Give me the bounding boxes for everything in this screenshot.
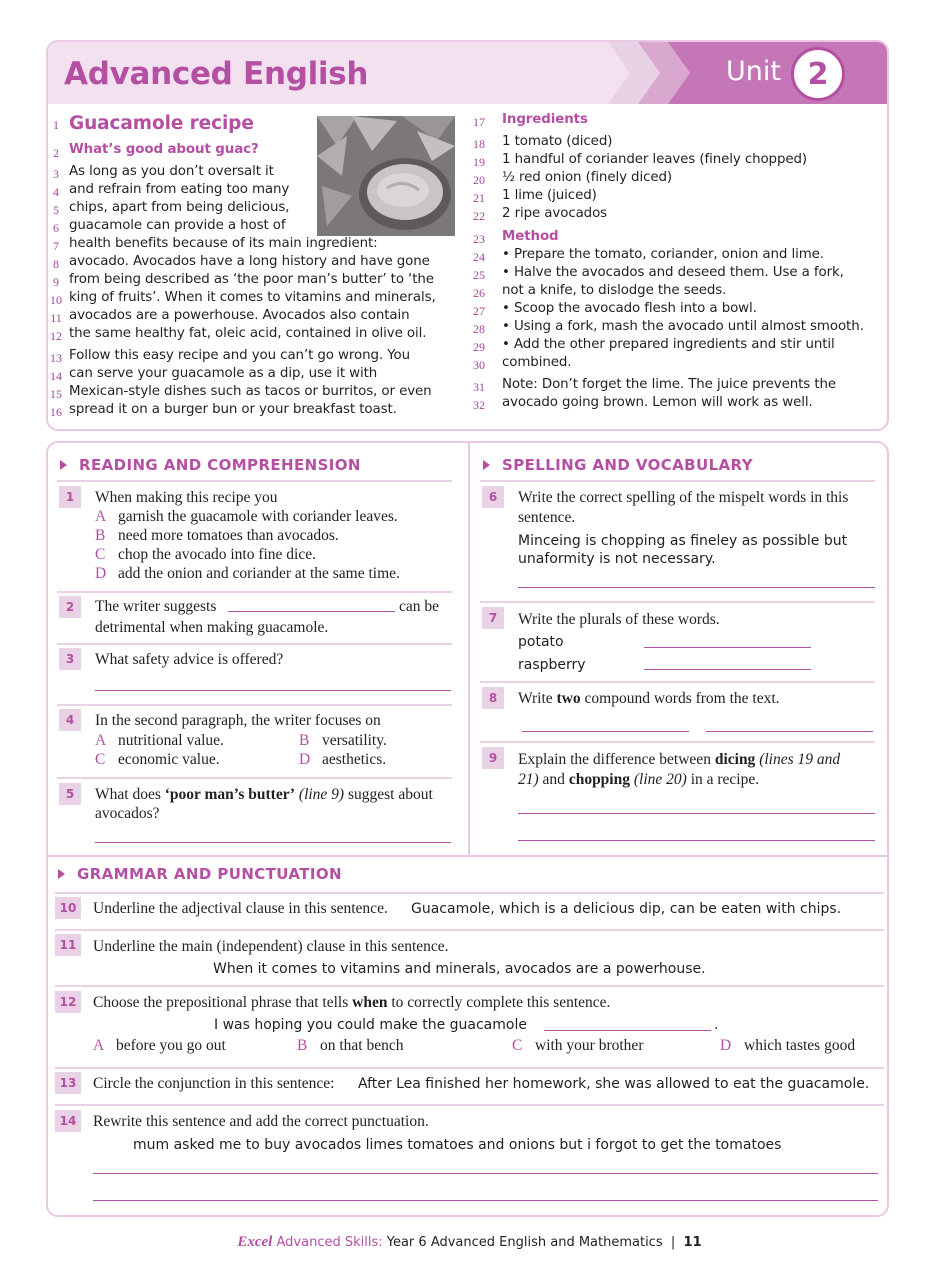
passage-line: avocados are a powerhouse. Avocados also contain	[69, 308, 410, 323]
line-number: 31	[473, 380, 485, 394]
answer-line[interactable]	[518, 813, 875, 814]
question-14-text: Rewrite this sentence and add the correct punctuation.	[93, 1113, 429, 1130]
line-number: 17	[473, 115, 485, 129]
passage-line: can serve your guacamole as a dip, use it with	[69, 366, 378, 381]
answer-line[interactable]	[228, 611, 395, 612]
question-1-text: When making this recipe you	[95, 489, 278, 506]
line-number: 7	[53, 239, 59, 253]
question-separator	[480, 681, 875, 683]
option-b[interactable]: need more tomatoes than avocados.	[118, 527, 339, 544]
passage-line: and refrain from eating too many	[69, 182, 290, 197]
footer-brand: Excel	[237, 1234, 273, 1250]
line-number: 30	[473, 358, 485, 372]
question-separator	[480, 601, 875, 603]
question-2-text: The writer suggests	[95, 598, 217, 615]
question-3-text: What safety advice is offered?	[95, 651, 284, 668]
question-number: 12	[55, 991, 81, 1013]
question-5-text: avocados?	[95, 805, 160, 822]
word-potato: potato	[518, 634, 564, 650]
reading-arrow-icon	[60, 460, 67, 470]
line-number: 22	[473, 209, 485, 223]
question-11-text: Underline the main (independent) clause in this sentence.	[93, 938, 449, 955]
spelling-arrow-icon	[483, 460, 490, 470]
line-number: 19	[473, 155, 485, 169]
answer-line[interactable]	[518, 840, 875, 841]
question-separator	[57, 480, 452, 482]
answer-line[interactable]	[93, 1200, 878, 1201]
question-6-text: sentence.	[518, 509, 576, 526]
column-divider	[468, 443, 470, 855]
line-number: 10	[50, 293, 62, 307]
passage-subtitle: What’s good about guac?	[69, 142, 259, 157]
line-number: 12	[50, 329, 62, 343]
option-d[interactable]: which tastes good	[744, 1037, 856, 1054]
passage-line: As long as you don’t oversalt it	[69, 164, 274, 179]
line-number: 23	[473, 232, 485, 246]
question-10-text: Underline the adjectival clause in this sentence.	[93, 900, 388, 917]
option-a[interactable]: nutritional value.	[118, 732, 224, 749]
answer-line[interactable]	[544, 1030, 711, 1031]
line-number: 1	[53, 118, 59, 132]
line-number: 21	[473, 191, 485, 205]
question-6-text: Write the correct spelling of the mispelt words in this	[518, 489, 849, 506]
page-number: 11	[683, 1235, 702, 1250]
question-number: 5	[59, 783, 81, 805]
passage-line: Follow this easy recipe and you can’t go wrong. You	[69, 348, 410, 363]
grammar-arrow-icon	[58, 869, 65, 879]
answer-line[interactable]	[93, 1173, 878, 1174]
line-number: 2	[53, 146, 59, 160]
option-letter: A	[95, 508, 107, 525]
method-line: not a knife, to dislodge the seeds.	[502, 283, 727, 298]
question-10-sentence[interactable]: Guacamole, which is a delicious dip, can be eaten with chips.	[411, 901, 842, 917]
page-title: Advanced English	[64, 56, 369, 92]
question-number: 6	[482, 486, 504, 508]
line-number: 6	[53, 221, 59, 235]
method-heading: Method	[502, 229, 559, 244]
grammar-section-title: GRAMMAR AND PUNCTUATION	[77, 865, 342, 883]
question-12-period: .	[714, 1017, 719, 1033]
option-b[interactable]: versatility.	[322, 732, 387, 749]
question-separator	[55, 1104, 884, 1106]
method-line: • Scoop the avocado flesh into a bowl.	[502, 301, 757, 316]
passage-line: guacamole can provide a host of	[69, 218, 286, 233]
option-letter: D	[299, 751, 311, 768]
option-d[interactable]: add the onion and coriander at the same time.	[118, 565, 400, 582]
line-number: 24	[473, 250, 485, 264]
guacamole-image	[317, 116, 455, 236]
question-separator	[57, 704, 452, 706]
line-number: 8	[53, 257, 59, 271]
question-number: 2	[59, 596, 81, 618]
question-separator	[480, 741, 875, 743]
spelling-section-title: SPELLING AND VOCABULARY	[502, 456, 753, 474]
answer-line[interactable]	[522, 731, 689, 732]
line-number: 26	[473, 286, 485, 300]
option-c[interactable]: with your brother	[535, 1037, 644, 1054]
passage-line: the same healthy fat, oleic acid, contained in olive oil.	[69, 326, 427, 341]
footer-title: Year 6 Advanced English and Mathematics	[382, 1235, 663, 1250]
section-divider	[48, 855, 887, 857]
question-13-text: Circle the conjunction in this sentence:	[93, 1075, 335, 1092]
answer-line[interactable]	[644, 647, 811, 648]
line-number: 32	[473, 398, 485, 412]
question-5-text: What does ‘poor man’s butter’ (line 9) suggest about	[95, 786, 433, 803]
ingredient-line: 1 tomato (diced)	[502, 134, 613, 149]
method-line: • Add the other prepared ingredients and stir until	[502, 337, 835, 352]
guacamole-photo	[317, 116, 455, 236]
ingredients-heading: Ingredients	[502, 112, 588, 127]
question-11-sentence[interactable]: When it comes to vitamins and minerals, avocados are a powerhouse.	[213, 961, 706, 977]
passage-line: chips, apart from being delicious,	[69, 200, 290, 215]
header-band	[48, 42, 887, 104]
passage-line: king of fruits’. When it comes to vitamins and minerals,	[69, 290, 436, 305]
question-number: 8	[482, 687, 504, 709]
option-letter: C	[95, 751, 106, 768]
question-7-text: Write the plurals of these words.	[518, 611, 720, 628]
question-8-text: Write two compound words from the text.	[518, 690, 780, 707]
question-12-sentence: I was hoping you could make the guacamole	[214, 1017, 527, 1033]
question-separator	[55, 985, 884, 987]
option-letter: B	[299, 732, 310, 749]
note-line: Note: Don’t forget the lime. The juice prevents the	[502, 377, 837, 392]
line-number: 27	[473, 304, 485, 318]
line-number: 20	[473, 173, 485, 187]
passage-title: Guacamole recipe	[69, 113, 254, 134]
option-letter: C	[95, 546, 106, 563]
question-number: 13	[55, 1072, 81, 1094]
question-13-sentence[interactable]: After Lea finished her homework, she was allowed to eat the guacamole.	[358, 1076, 870, 1092]
option-b[interactable]: on that bench	[320, 1037, 404, 1054]
footer-separator: |	[670, 1235, 676, 1250]
question-number: 1	[59, 486, 81, 508]
question-6-sentence: Minceing is chopping as fineley as possible but	[518, 533, 848, 549]
question-2-text: detrimental when making guacamole.	[95, 619, 329, 636]
option-a[interactable]: before you go out	[116, 1037, 226, 1054]
unit-number-badge: 2	[791, 47, 845, 101]
question-separator	[57, 591, 452, 593]
option-c[interactable]: chop the avocado into fine dice.	[118, 546, 316, 563]
ingredient-line: 2 ripe avocados	[502, 206, 608, 221]
line-number: 16	[50, 405, 62, 419]
line-number: 5	[53, 203, 59, 217]
line-number: 25	[473, 268, 485, 282]
word-raspberry: raspberry	[518, 657, 586, 673]
question-separator	[57, 777, 452, 779]
question-2-text: can be	[399, 598, 440, 615]
line-number: 18	[473, 137, 485, 151]
answer-line[interactable]	[518, 587, 875, 588]
question-number: 7	[482, 607, 504, 629]
question-number: 4	[59, 709, 81, 731]
option-letter: D	[720, 1037, 732, 1054]
question-14-sentence: mum asked me to buy avocados limes tomatoes and onions but i forgot to get the tomatoes	[133, 1137, 782, 1153]
answer-line[interactable]	[644, 669, 811, 670]
line-number: 14	[50, 369, 62, 383]
question-6-sentence: unaformity is not necessary.	[518, 551, 716, 567]
question-number: 3	[59, 648, 81, 670]
ingredient-line: 1 lime (juiced)	[502, 188, 597, 203]
passage-line: Mexican-style dishes such as tacos or burritos, or even	[69, 384, 432, 399]
question-number: 9	[482, 747, 504, 769]
question-number: 14	[55, 1110, 81, 1132]
question-number: 11	[55, 934, 81, 956]
passage-line: spread it on a burger bun or your breakfast toast.	[69, 402, 397, 417]
option-letter: A	[93, 1037, 105, 1054]
line-number: 13	[50, 351, 62, 365]
question-separator	[55, 892, 884, 894]
question-12-text: Choose the prepositional phrase that tells when to correctly complete this sentence.	[93, 994, 611, 1011]
option-letter: B	[95, 527, 106, 544]
method-line: • Halve the avocados and deseed them. Use a fork,	[502, 265, 844, 280]
question-number: 10	[55, 897, 81, 919]
option-d[interactable]: aesthetics.	[322, 751, 387, 768]
answer-line[interactable]	[95, 690, 451, 691]
method-line: • Prepare the tomato, coriander, onion and lime.	[502, 247, 824, 262]
method-line: • Using a fork, mash the avocado until almost smooth.	[502, 319, 864, 334]
passage-line: avocado. Avocados have a long history and have gone	[69, 254, 430, 269]
line-number: 11	[50, 311, 62, 325]
note-line: avocado going brown. Lemon will work as well.	[502, 395, 813, 410]
passage-line: health benefits because of its main ingredient:	[69, 236, 378, 251]
ingredient-line: ½ red onion (finely diced)	[502, 170, 673, 185]
option-letter: B	[297, 1037, 308, 1054]
passage-line: from being described as ‘the poor man’s butter’ to ‘the	[69, 272, 434, 287]
question-separator	[55, 1067, 884, 1069]
question-4-text: In the second paragraph, the writer focuses on	[95, 712, 381, 729]
method-line: combined.	[502, 355, 572, 370]
line-number: 29	[473, 340, 485, 354]
answer-line[interactable]	[95, 842, 451, 843]
line-number: 28	[473, 322, 485, 336]
unit-label: Unit	[726, 56, 781, 87]
question-separator	[55, 929, 884, 931]
line-number: 3	[53, 167, 59, 181]
line-number: 15	[50, 387, 62, 401]
question-separator	[480, 480, 875, 482]
line-number: 4	[53, 185, 59, 199]
footer-subtitle: Advanced Skills:	[276, 1235, 383, 1250]
option-a[interactable]: garnish the guacamole with coriander leaves.	[118, 508, 398, 525]
answer-line[interactable]	[706, 731, 873, 732]
page-footer	[0, 1234, 939, 1251]
reading-section-title: READING AND COMPREHENSION	[79, 456, 361, 474]
ingredient-line: 1 handful of coriander leaves (finely chopped)	[502, 152, 808, 167]
option-letter: A	[95, 732, 107, 749]
option-letter: D	[95, 565, 107, 582]
question-separator	[57, 643, 452, 645]
line-number: 9	[53, 275, 59, 289]
question-9-text: Explain the difference between dicing (lines 19 and	[518, 751, 841, 768]
question-9-text: 21) and chopping (line 20) in a recipe.	[518, 771, 760, 788]
option-letter: C	[512, 1037, 523, 1054]
option-c[interactable]: economic value.	[118, 751, 220, 768]
